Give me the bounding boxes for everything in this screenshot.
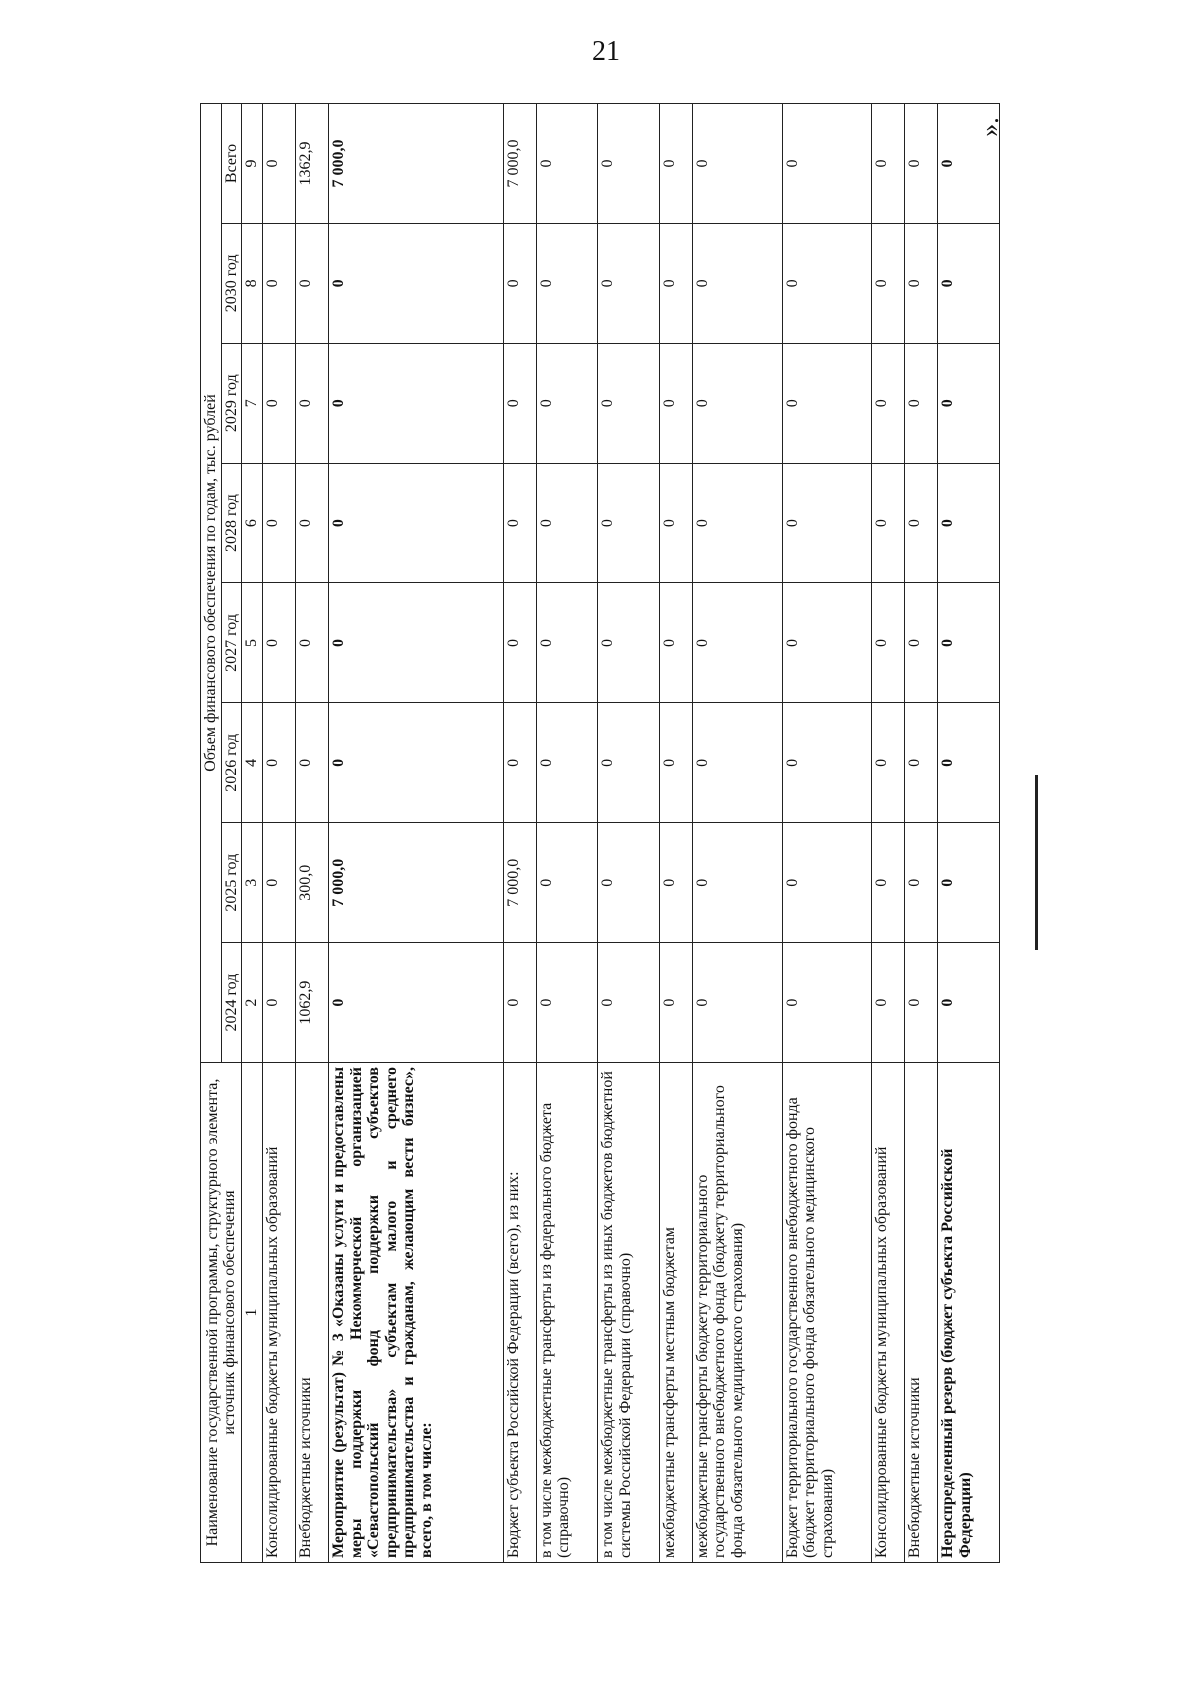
cell-value: 7 000,0: [329, 104, 504, 224]
cell-value: 0: [262, 943, 295, 1063]
cell-value: 0: [905, 343, 938, 463]
cell-value: 0: [295, 463, 328, 583]
column-number: 5: [242, 583, 263, 703]
name-column-header: Наименование государственной программы, структурного элемента, источник финансового обеспечения: [201, 1063, 242, 1563]
row-name: Консолидированные бюджеты муниципальных образований: [262, 1063, 295, 1563]
cell-value: 0: [262, 223, 295, 343]
cell-value: 0: [692, 583, 782, 703]
year-header: 2028 год: [221, 463, 242, 583]
cell-value: 0: [329, 583, 504, 703]
cell-value: 0: [598, 463, 659, 583]
cell-value: 0: [536, 104, 597, 224]
table-row: [598, 104, 659, 1563]
column-number: 9: [242, 104, 263, 224]
cell-value: 0: [598, 104, 659, 224]
cell-value: 0: [329, 343, 504, 463]
cell-value: 0: [872, 104, 905, 224]
cell-value: 0: [329, 943, 504, 1063]
cell-value: 0: [692, 343, 782, 463]
cell-value: 0: [782, 703, 872, 823]
row-name: межбюджетные трансферты бюджету территориального государственного внебюджетного фонда (бюджету территориального фонда обязательного медицинского страхования): [692, 1063, 782, 1563]
table-row: [692, 104, 782, 1563]
cell-value: 0: [692, 223, 782, 343]
cell-value: 0: [905, 463, 938, 583]
row-name: Бюджет территориального государственного внебюджетного фонда (бюджет территориального фонда обязательного медицинского страхования): [782, 1063, 872, 1563]
cell-value: 0: [872, 223, 905, 343]
header-row-1: [201, 104, 222, 1563]
cell-value: 300,0: [295, 823, 328, 943]
cell-value: 0: [295, 703, 328, 823]
cell-value: 0: [938, 583, 1000, 703]
row-name: в том числе межбюджетные трансферты из федерального бюджета (справочно): [536, 1063, 597, 1563]
row-name: Внебюджетные источники: [905, 1063, 938, 1563]
table-row-measure: [329, 104, 504, 1563]
cell-value: 0: [782, 223, 872, 343]
cell-value: 0: [598, 943, 659, 1063]
cell-value: 0: [659, 583, 692, 703]
cell-value: 0: [503, 583, 536, 703]
cell-value: 0: [262, 583, 295, 703]
cell-value: 0: [692, 823, 782, 943]
cell-value: 0: [262, 104, 295, 224]
cell-value: 0: [536, 583, 597, 703]
cell-value: 0: [295, 223, 328, 343]
cell-value: 0: [262, 703, 295, 823]
cell-value: 0: [598, 583, 659, 703]
cell-value: 0: [938, 223, 1000, 343]
cell-value: 0: [905, 823, 938, 943]
cell-value: 0: [536, 223, 597, 343]
cell-value: 1362,9: [295, 104, 328, 224]
year-header: 2025 год: [221, 823, 242, 943]
cell-value: 0: [503, 943, 536, 1063]
cell-value: 0: [503, 223, 536, 343]
year-header: 2026 год: [221, 703, 242, 823]
cell-value: 0: [782, 463, 872, 583]
cell-value: 0: [536, 823, 597, 943]
row-name: Внебюджетные источники: [295, 1063, 328, 1563]
cell-value: 0: [329, 223, 504, 343]
cell-value: 0: [905, 583, 938, 703]
table-row: [295, 104, 328, 1563]
cell-value: 0: [872, 703, 905, 823]
column-number-row: [242, 104, 263, 1563]
volume-group-header: Объем финансового обеспечения по годам, тыс. рублей: [201, 104, 222, 1063]
cell-value: 0: [872, 943, 905, 1063]
cell-value: 0: [295, 583, 328, 703]
separator-line: [1035, 775, 1038, 950]
cell-value: 0: [598, 823, 659, 943]
year-header: 2029 год: [221, 343, 242, 463]
year-header: 2024 год: [221, 943, 242, 1063]
cell-value: 0: [598, 343, 659, 463]
table-row: [905, 104, 938, 1563]
cell-value: 0: [782, 343, 872, 463]
column-number: 2: [242, 943, 263, 1063]
cell-value: 0: [782, 104, 872, 224]
cell-value: 7 000,0: [503, 823, 536, 943]
cell-value: 0: [938, 703, 1000, 823]
cell-value: 0: [659, 223, 692, 343]
cell-value: 0: [659, 104, 692, 224]
column-number: 3: [242, 823, 263, 943]
cell-value: 0: [503, 343, 536, 463]
cell-value: 0: [938, 343, 1000, 463]
column-number: 4: [242, 703, 263, 823]
year-header: 2030 год: [221, 223, 242, 343]
rotated-table-container: [200, 103, 1000, 1563]
cell-value: 0: [782, 823, 872, 943]
cell-value: 0: [782, 583, 872, 703]
total-header: Всего: [221, 104, 242, 224]
cell-value: 0: [905, 223, 938, 343]
cell-value: 0: [329, 463, 504, 583]
cell-value: 0: [659, 463, 692, 583]
column-number: 1: [242, 1063, 263, 1563]
row-name: Консолидированные бюджеты муниципальных образований: [872, 1063, 905, 1563]
cell-value: 0: [262, 343, 295, 463]
table-row: [659, 104, 692, 1563]
row-name: Мероприятие (результат) № 3 «Оказаны услуги и предоставлены меры поддержки Некоммерческой организацией «Севастопольский фонд поддержки субъектов предпринимательства» субъектам малого и среднего предпринимательства и гражданам, желающим вести бизнес», всего, в том числе:: [329, 1063, 504, 1563]
cell-value: 0: [938, 104, 1000, 224]
cell-value: 0: [905, 703, 938, 823]
cell-value: 0: [536, 943, 597, 1063]
year-header: 2027 год: [221, 583, 242, 703]
cell-value: 0: [503, 703, 536, 823]
column-number: 7: [242, 343, 263, 463]
table-row: [872, 104, 905, 1563]
cell-value: 0: [938, 823, 1000, 943]
cell-value: 0: [262, 823, 295, 943]
cell-value: 0: [692, 463, 782, 583]
cell-value: 0: [329, 703, 504, 823]
cell-value: 0: [872, 823, 905, 943]
cell-value: 0: [905, 104, 938, 224]
cell-value: 0: [295, 343, 328, 463]
table-row: [262, 104, 295, 1563]
table-row-reserve: [938, 104, 1000, 1563]
table-row: [536, 104, 597, 1563]
cell-value: 0: [536, 463, 597, 583]
row-name: Нераспределенный резерв (бюджет субъекта Российской Федерации): [938, 1063, 1000, 1563]
closing-quote-mark: ».: [974, 117, 1004, 137]
table-row: [782, 104, 872, 1563]
cell-value: 0: [938, 943, 1000, 1063]
cell-value: 0: [659, 943, 692, 1063]
cell-value: 0: [905, 943, 938, 1063]
cell-value: 0: [872, 343, 905, 463]
cell-value: 0: [659, 823, 692, 943]
cell-value: 0: [536, 703, 597, 823]
cell-value: 0: [692, 943, 782, 1063]
cell-value: 0: [872, 583, 905, 703]
cell-value: 0: [782, 943, 872, 1063]
cell-value: 0: [659, 703, 692, 823]
cell-value: 0: [262, 463, 295, 583]
financing-table: [200, 103, 1000, 1563]
cell-value: 1062,9: [295, 943, 328, 1063]
row-name: межбюджетные трансферты местным бюджетам: [659, 1063, 692, 1563]
column-number: 6: [242, 463, 263, 583]
cell-value: 7 000,0: [329, 823, 504, 943]
cell-value: 0: [536, 343, 597, 463]
column-number: 8: [242, 223, 263, 343]
table-row: [503, 104, 536, 1563]
cell-value: 0: [659, 343, 692, 463]
row-name: в том числе межбюджетные трансферты из иных бюджетов бюджетной системы Российской Федерации (справочно): [598, 1063, 659, 1563]
cell-value: 0: [692, 703, 782, 823]
cell-value: 0: [503, 463, 536, 583]
cell-value: 0: [692, 104, 782, 224]
page-number: 21: [592, 36, 620, 67]
cell-value: 0: [598, 223, 659, 343]
cell-value: 0: [598, 703, 659, 823]
row-name: Бюджет субъекта Российской Федерации (всего), из них:: [503, 1063, 536, 1563]
cell-value: 0: [938, 463, 1000, 583]
cell-value: 0: [872, 463, 905, 583]
cell-value: 7 000,0: [503, 104, 536, 224]
